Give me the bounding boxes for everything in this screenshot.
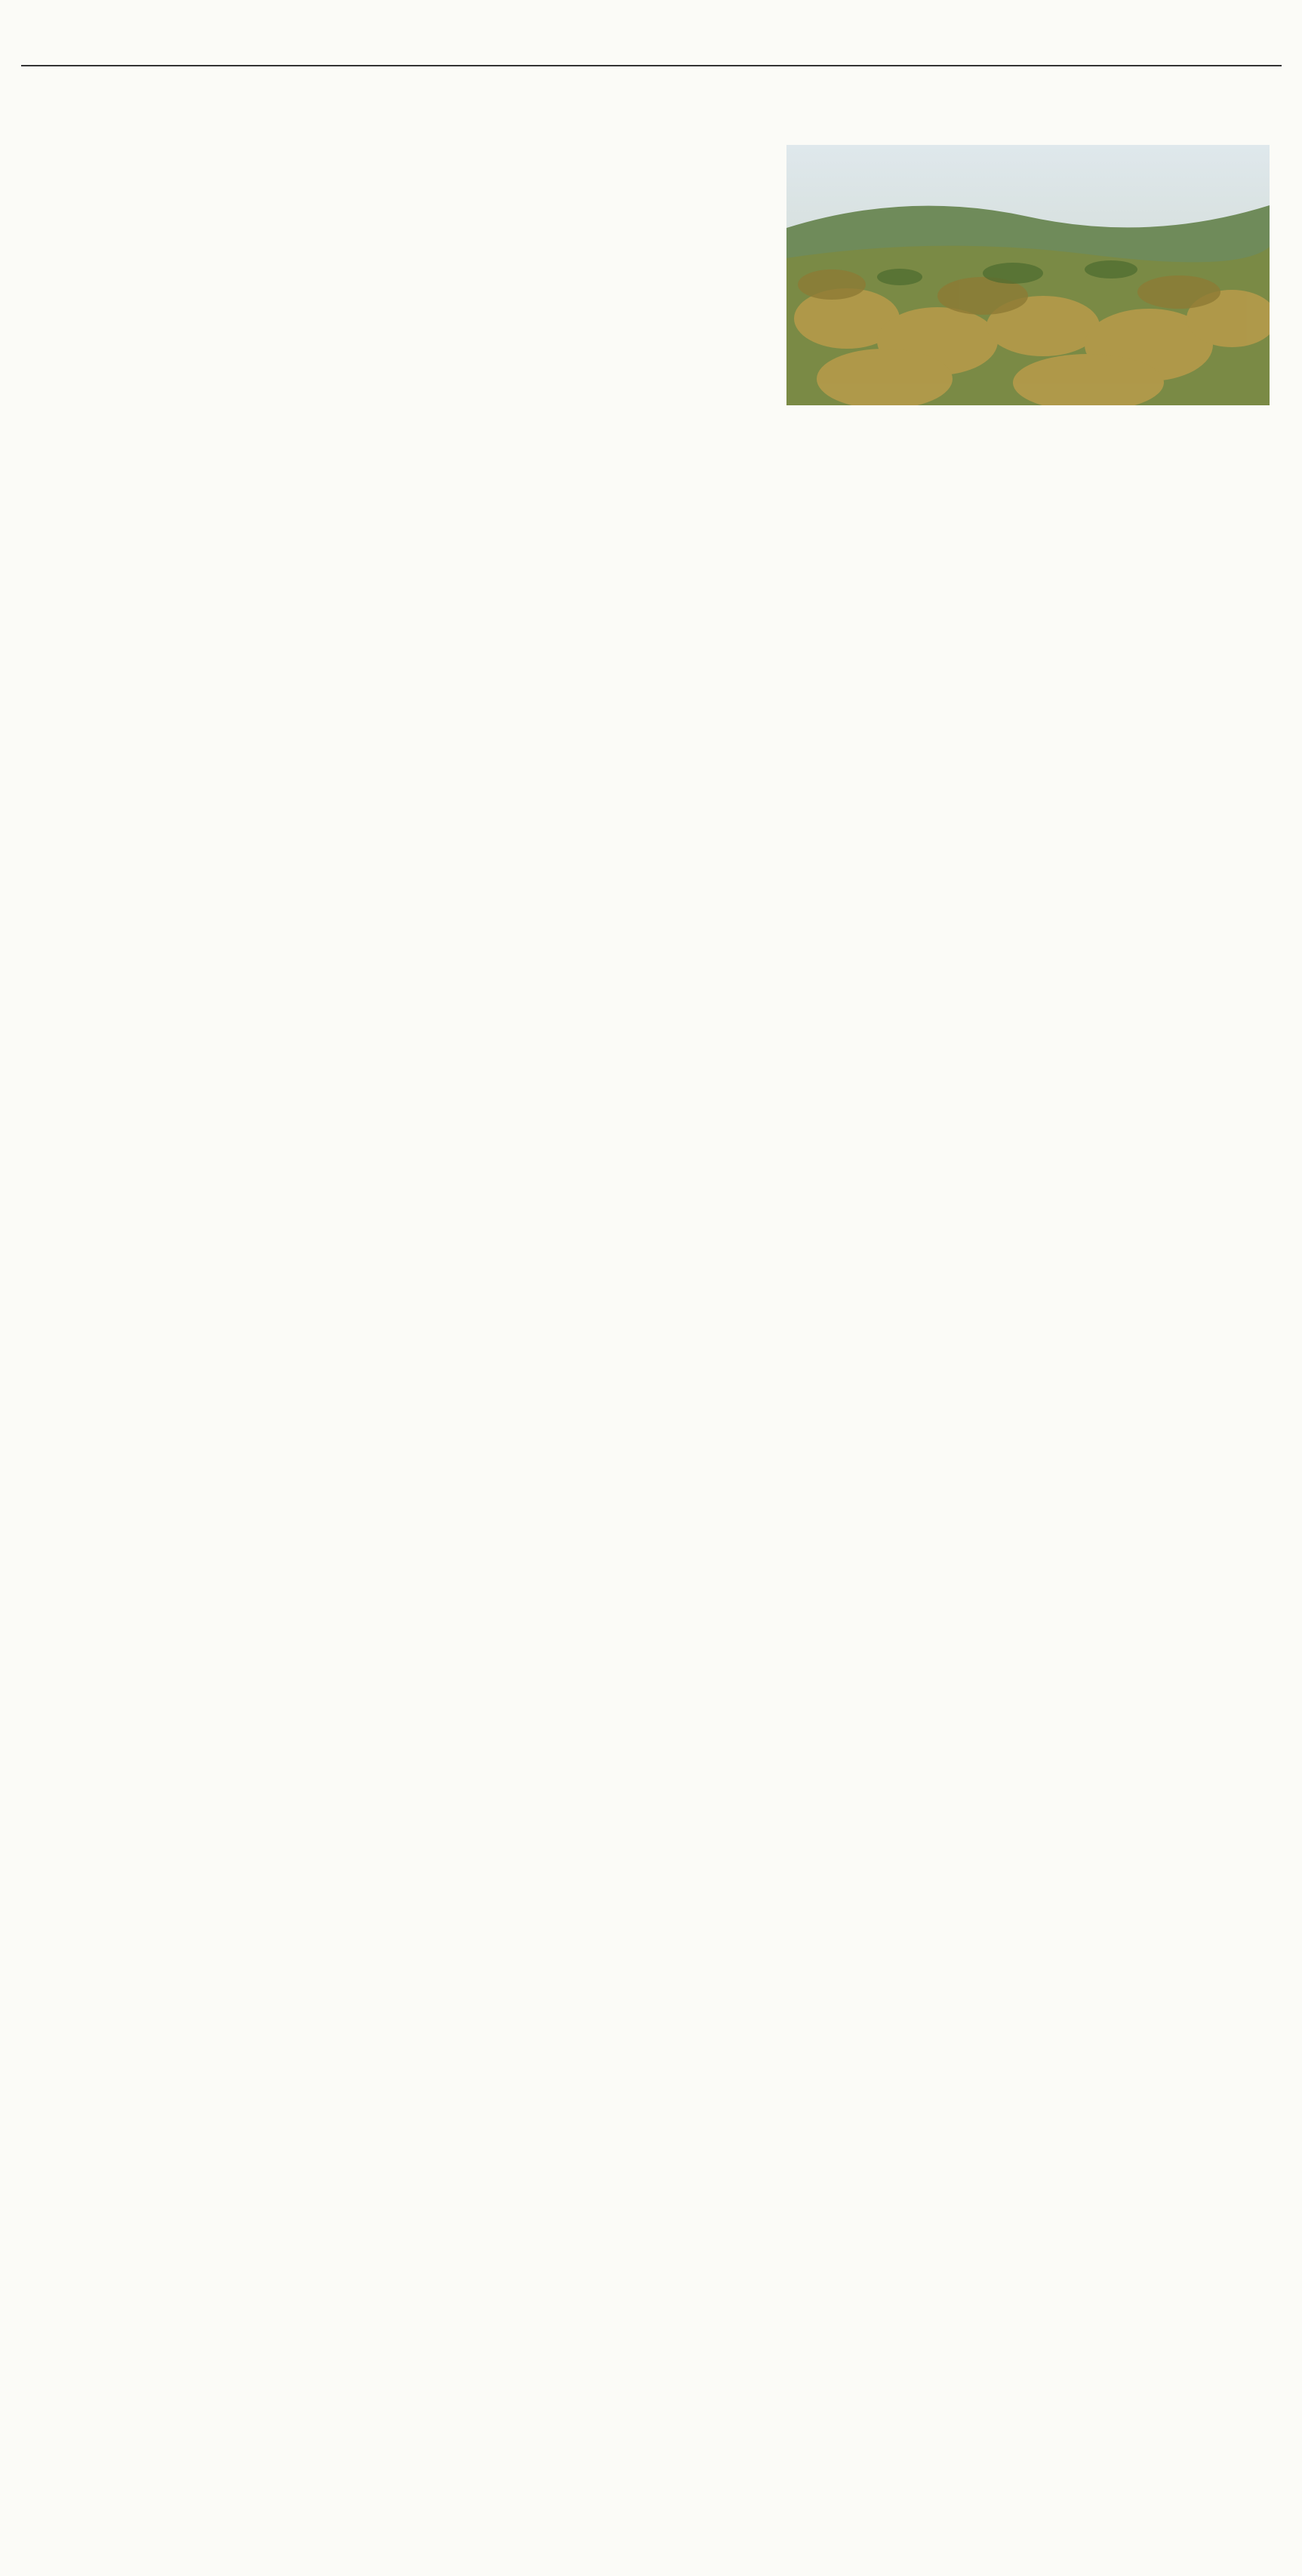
article1-col3b (427, 649, 589, 1125)
article1-col2 (248, 356, 410, 655)
article1-col3 (427, 300, 589, 561)
article1-col1 (68, 300, 230, 655)
article1-col4b (607, 945, 769, 1126)
cabbage-field-photo (786, 145, 1270, 405)
article1-col4 (607, 474, 769, 889)
masthead (21, 14, 1282, 66)
